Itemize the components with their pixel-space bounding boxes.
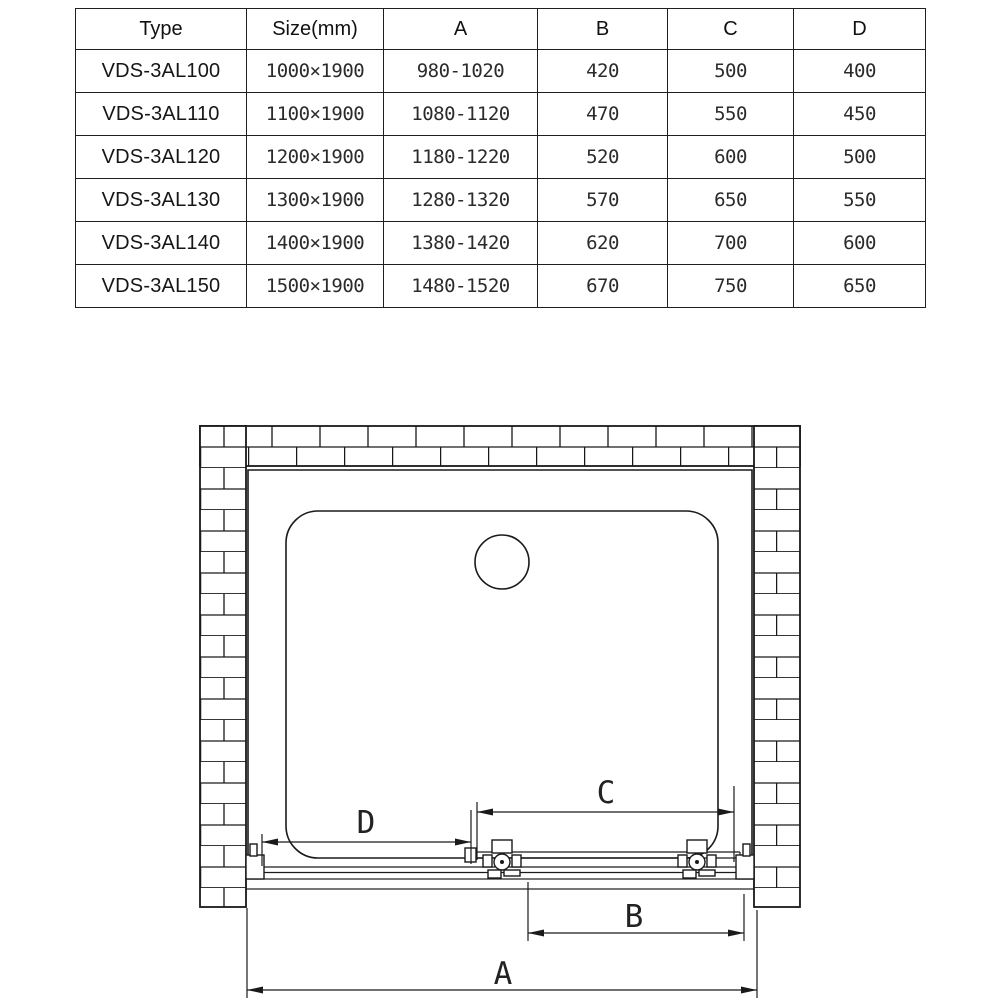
header-d: D (794, 9, 926, 50)
shower-tray (286, 511, 718, 858)
cell-a: 1180-1220 (384, 136, 538, 179)
cell-a: 980-1020 (384, 50, 538, 93)
drain-circle (475, 535, 529, 589)
cell-b: 620 (538, 222, 668, 265)
cell-size: 1100×1900 (247, 93, 384, 136)
dim-label-c: C (596, 775, 616, 811)
cell-type: VDS-3AL140 (76, 222, 247, 265)
cell-size: 1200×1900 (247, 136, 384, 179)
header-type: Type (76, 9, 247, 50)
cell-size: 1500×1900 (247, 265, 384, 308)
cell-d: 600 (794, 222, 926, 265)
dim-label-d: D (356, 805, 376, 841)
cell-size: 1000×1900 (247, 50, 384, 93)
cell-a: 1480-1520 (384, 265, 538, 308)
header-b: B (538, 9, 668, 50)
cell-type: VDS-3AL110 (76, 93, 247, 136)
header-c: C (668, 9, 794, 50)
cell-b: 420 (538, 50, 668, 93)
cell-b: 520 (538, 136, 668, 179)
cell-c: 500 (668, 50, 794, 93)
cell-b: 470 (538, 93, 668, 136)
cell-c: 700 (668, 222, 794, 265)
cell-b: 670 (538, 265, 668, 308)
header-a: A (384, 9, 538, 50)
dim-b (528, 882, 744, 941)
cell-a: 1280-1320 (384, 179, 538, 222)
enclosure-frame (248, 470, 752, 856)
door-track (246, 840, 754, 889)
cell-a: 1080-1120 (384, 93, 538, 136)
dim-a (247, 908, 757, 998)
cell-type: VDS-3AL120 (76, 136, 247, 179)
cell-size: 1300×1900 (247, 179, 384, 222)
brick-walls (200, 426, 800, 907)
cell-d: 650 (794, 265, 926, 308)
cell-d: 400 (794, 50, 926, 93)
cell-c: 550 (668, 93, 794, 136)
cell-c: 750 (668, 265, 794, 308)
cell-d: 550 (794, 179, 926, 222)
brick-wall-left (200, 426, 246, 907)
cell-a: 1380-1420 (384, 222, 538, 265)
cell-c: 650 (668, 179, 794, 222)
cell-d: 500 (794, 136, 926, 179)
dim-label-b: B (624, 899, 644, 935)
dim-label-a: A (493, 956, 513, 992)
header-size: Size(mm) (247, 9, 384, 50)
cell-d: 450 (794, 93, 926, 136)
brick-wall-right (754, 426, 800, 907)
cell-size: 1400×1900 (247, 222, 384, 265)
cell-type: VDS-3AL100 (76, 50, 247, 93)
cell-type: VDS-3AL150 (76, 265, 247, 308)
cell-type: VDS-3AL130 (76, 179, 247, 222)
dim-d (262, 805, 471, 866)
bottom-sill (246, 879, 754, 889)
cell-b: 570 (538, 179, 668, 222)
brick-wall-top (200, 426, 800, 466)
cell-c: 600 (668, 136, 794, 179)
